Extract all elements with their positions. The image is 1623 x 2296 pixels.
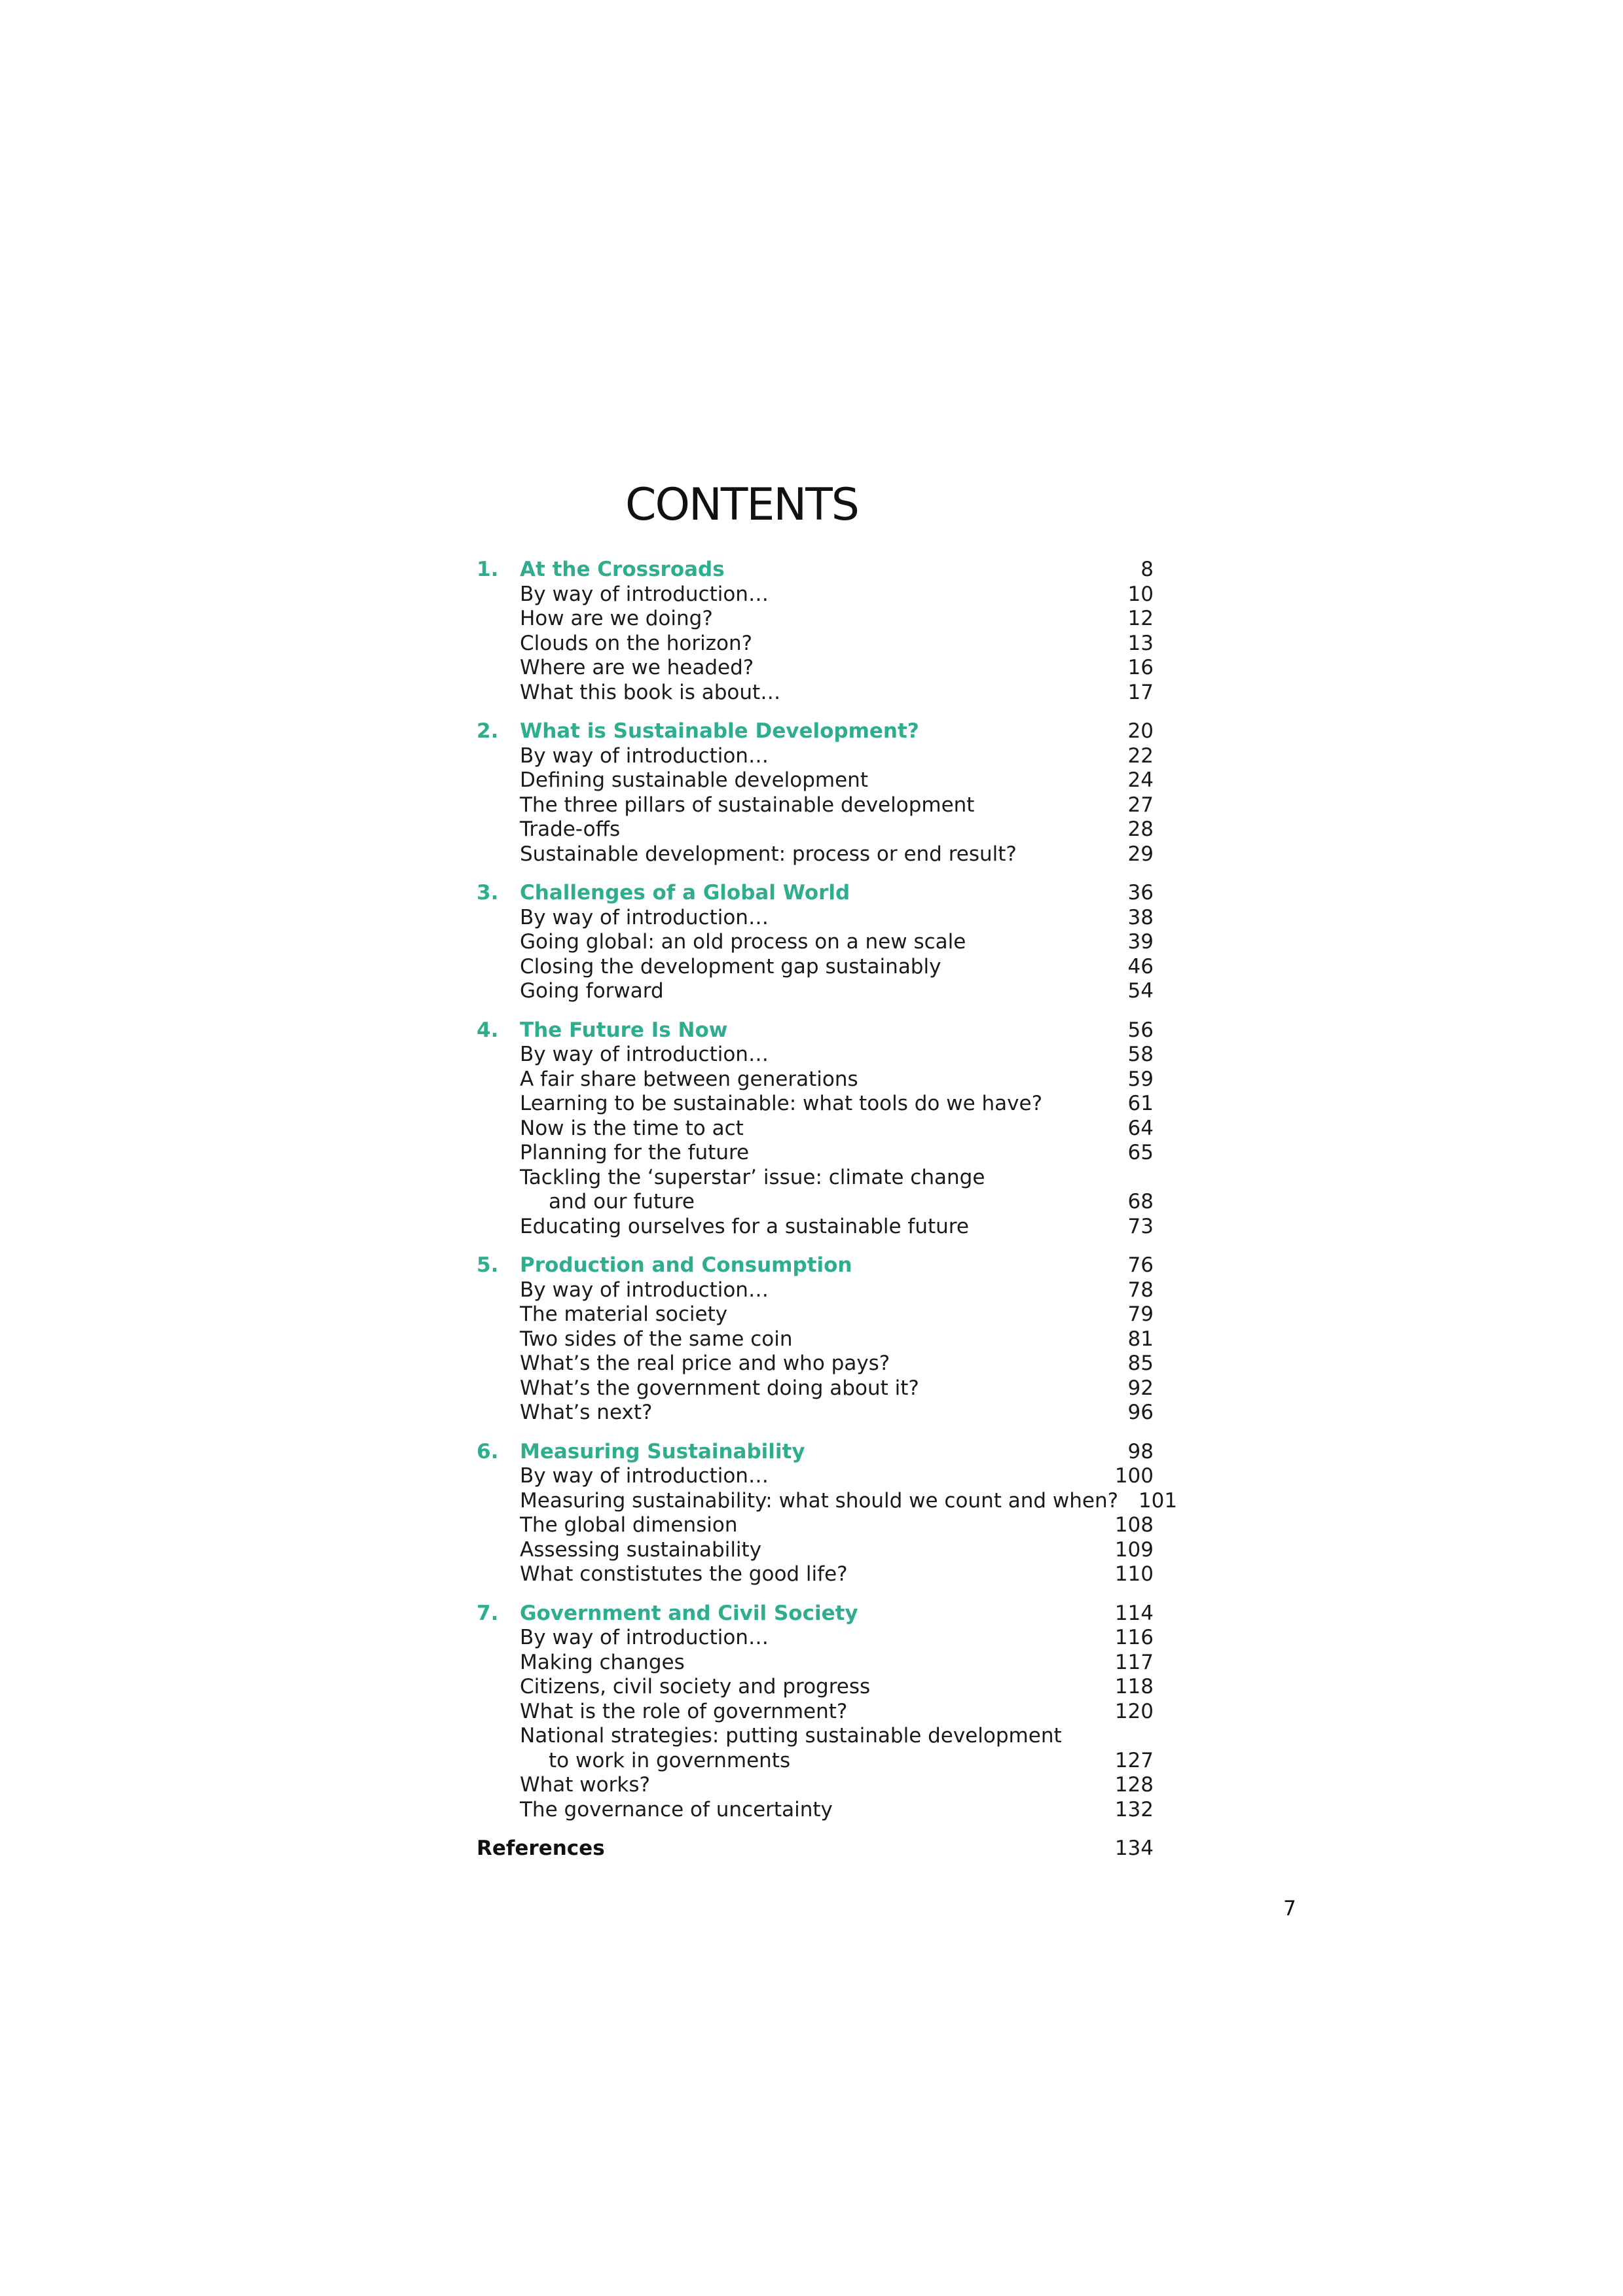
chapter-number: 4. (477, 1018, 499, 1042)
entry-page: 110 (1114, 1562, 1154, 1586)
chapter-title: Challenges of a Global World (520, 881, 850, 905)
entry-page: 73 (1127, 1214, 1154, 1238)
chapter-section (477, 1018, 1154, 1240)
entry-page: 27 (1127, 793, 1154, 817)
toc-entry[interactable] (477, 1724, 1154, 1749)
chapter-title: At the Crossroads (520, 558, 725, 581)
entry-title: By way of introduction… (520, 1626, 769, 1649)
toc-entry[interactable] (477, 656, 1154, 681)
toc-entry[interactable] (477, 1749, 1154, 1774)
entry-page: 28 (1127, 817, 1154, 841)
entry-page: 61 (1127, 1092, 1154, 1115)
chapter-number: 7. (477, 1601, 499, 1625)
chapter-section (477, 1602, 1154, 1823)
entry-title: and our future (549, 1190, 695, 1213)
entry-title: The global dimension (520, 1513, 738, 1537)
page-title: CONTENTS (625, 479, 858, 531)
toc-entry[interactable] (477, 1190, 1154, 1215)
chapter-title: Production and Consumption (520, 1253, 852, 1277)
references-entry[interactable] (477, 1837, 1154, 1861)
entry-title: Two sides of the same coin (520, 1327, 793, 1351)
entry-page: 127 (1114, 1748, 1154, 1772)
entry-page: 118 (1114, 1675, 1154, 1698)
entry-page: 92 (1127, 1376, 1154, 1400)
entry-title: What works? (520, 1773, 650, 1797)
chapter-section (477, 558, 1154, 705)
toc-entry[interactable] (477, 1043, 1154, 1067)
toc-entry[interactable] (477, 817, 1154, 842)
toc-entry[interactable] (477, 1700, 1154, 1725)
chapter-section (477, 719, 1154, 867)
toc-entry[interactable] (477, 1798, 1154, 1823)
entry-page: 79 (1127, 1302, 1154, 1326)
entry-title: By way of introduction… (520, 1464, 769, 1488)
entry-page: 64 (1127, 1116, 1154, 1140)
entry-title: What this book is about… (520, 680, 781, 704)
toc-entry[interactable] (477, 793, 1154, 818)
references-page: 134 (1114, 1837, 1154, 1860)
entry-page: 120 (1114, 1699, 1154, 1723)
entry-page: 16 (1127, 656, 1154, 679)
entry-page: 38 (1127, 905, 1154, 929)
entry-page: 46 (1127, 954, 1154, 978)
chapter-heading[interactable] (477, 719, 1154, 744)
entry-title: Making changes (520, 1650, 685, 1674)
entry-page: 109 (1114, 1537, 1154, 1562)
entry-title: What constistutes the good life? (520, 1562, 848, 1586)
entry-page: 68 (1127, 1190, 1154, 1213)
toc-entry[interactable] (477, 1513, 1154, 1538)
chapter-number: 3. (477, 881, 499, 905)
chapter-page: 98 (1127, 1439, 1154, 1463)
chapter-page: 20 (1127, 719, 1154, 743)
entry-page: 78 (1127, 1278, 1154, 1302)
entry-title: Closing the development gap sustainably (520, 954, 941, 978)
entry-page: 65 (1127, 1141, 1154, 1164)
entry-page: 10 (1127, 582, 1154, 606)
entry-title: Trade-offs (520, 817, 621, 841)
table-of-contents (477, 558, 1178, 1861)
chapter-title: Government and Civil Society (520, 1601, 858, 1625)
toc-entry[interactable] (477, 1464, 1154, 1489)
toc-entry[interactable] (477, 583, 1154, 607)
chapter-page: 114 (1114, 1601, 1154, 1625)
toc-entry[interactable] (477, 632, 1154, 656)
toc-entry[interactable] (477, 681, 1154, 706)
chapter-page: 76 (1127, 1253, 1154, 1277)
entry-title: Defining sustainable development (520, 768, 868, 792)
chapter-heading[interactable] (477, 1018, 1154, 1043)
entry-title: The material society (520, 1302, 728, 1326)
chapter-heading[interactable] (477, 1440, 1154, 1465)
entry-title: Where are we headed? (520, 656, 754, 679)
entry-title: By way of introduction… (520, 1278, 769, 1302)
toc-entry[interactable] (477, 1117, 1154, 1141)
chapter-number: 2. (477, 719, 499, 743)
toc-entry[interactable] (477, 1092, 1154, 1117)
entry-page: 117 (1114, 1650, 1154, 1674)
entry-title: The three pillars of sustainable development (520, 793, 975, 817)
entry-page: 59 (1127, 1067, 1154, 1091)
entry-title: A fair share between generations (520, 1067, 858, 1091)
entry-page: 12 (1127, 607, 1154, 630)
toc-entry[interactable] (477, 1488, 1178, 1514)
entry-title: Measuring sustainability: what should we count and when? (520, 1488, 1119, 1513)
entry-title: By way of introduction… (520, 744, 769, 768)
page-number: 7 (1283, 1897, 1296, 1920)
entry-page: 132 (1114, 1797, 1154, 1821)
entry-page: 128 (1114, 1773, 1154, 1797)
chapter-title: The Future Is Now (520, 1018, 728, 1042)
entry-page: 58 (1127, 1043, 1154, 1066)
toc-entry[interactable] (477, 1352, 1154, 1376)
entry-title: Planning for the future (520, 1141, 750, 1164)
toc-entry[interactable] (477, 1401, 1154, 1426)
entry-title: Now is the time to act (520, 1116, 744, 1140)
entry-title: How are we doing? (520, 607, 713, 630)
toc-entry[interactable] (477, 1215, 1154, 1240)
toc-entry[interactable] (477, 1376, 1154, 1401)
entry-page: 54 (1127, 979, 1154, 1003)
toc-entry[interactable] (477, 930, 1154, 955)
toc-entry[interactable] (477, 1626, 1154, 1651)
toc-entry[interactable] (477, 1302, 1154, 1327)
toc-entry[interactable] (477, 1166, 1154, 1191)
toc-entry[interactable] (477, 1327, 1154, 1352)
toc-entry[interactable] (477, 768, 1154, 793)
entry-title: Clouds on the horizon? (520, 631, 753, 655)
entry-title: Learning to be sustainable: what tools do we have? (520, 1092, 1043, 1115)
entry-page: 85 (1127, 1352, 1154, 1375)
entry-page: 39 (1127, 930, 1154, 954)
entry-page: 101 (1138, 1488, 1178, 1513)
entry-page: 13 (1127, 631, 1154, 655)
references-title: References (477, 1837, 605, 1860)
toc-entry[interactable] (477, 1141, 1154, 1166)
entry-title: Going forward (520, 979, 664, 1003)
entry-title: Assessing sustainability (520, 1537, 762, 1562)
entry-title: to work in governments (549, 1748, 791, 1772)
toc-entry[interactable] (477, 1067, 1154, 1092)
chapter-number: 6. (477, 1439, 499, 1463)
chapter-section (477, 1253, 1154, 1426)
entry-page: 22 (1127, 744, 1154, 768)
chapter-number: 1. (477, 558, 499, 581)
entry-page: 116 (1114, 1626, 1154, 1649)
chapter-heading[interactable] (477, 1602, 1154, 1626)
toc-entry[interactable] (477, 1773, 1154, 1798)
entry-title: The governance of uncertainty (520, 1797, 833, 1821)
entry-title: What’s the real price and who pays? (520, 1352, 890, 1375)
entry-title: Going global: an old process on a new scale (520, 930, 966, 954)
toc-entry[interactable] (477, 1538, 1154, 1563)
entry-title: What’s next? (520, 1401, 653, 1424)
entry-page: 29 (1127, 842, 1154, 866)
toc-entry[interactable] (477, 1278, 1154, 1303)
entry-page: 100 (1114, 1464, 1154, 1488)
chapter-heading[interactable] (477, 1253, 1154, 1278)
entry-title: National strategies: putting sustainable development (520, 1724, 1062, 1748)
entry-page: 24 (1127, 768, 1154, 792)
chapter-page: 56 (1127, 1018, 1154, 1042)
chapter-title: What is Sustainable Development? (520, 719, 919, 743)
entry-title: Tackling the ‘superstar’ issue: climate change (520, 1165, 985, 1189)
toc-entry[interactable] (477, 906, 1154, 931)
chapter-section (477, 1439, 1178, 1587)
toc-entry[interactable] (477, 1562, 1154, 1587)
chapter-section (477, 881, 1154, 1004)
entry-title: Sustainable development: process or end result? (520, 842, 1017, 866)
entry-page: 108 (1114, 1513, 1154, 1537)
toc-entry[interactable] (477, 1651, 1154, 1676)
chapter-title: Measuring Sustainability (520, 1439, 805, 1463)
toc-entry[interactable] (477, 1675, 1154, 1700)
chapter-number: 5. (477, 1253, 499, 1277)
entry-title: What is the role of government? (520, 1699, 848, 1723)
entry-title: What’s the government doing about it? (520, 1376, 919, 1400)
chapter-heading[interactable] (477, 881, 1154, 906)
toc-entry[interactable] (477, 842, 1154, 867)
entry-title: By way of introduction… (520, 905, 769, 929)
chapter-page: 36 (1127, 881, 1154, 905)
toc-entry[interactable] (477, 979, 1154, 1004)
entry-title: Educating ourselves for a sustainable future (520, 1214, 969, 1238)
entry-title: Citizens, civil society and progress (520, 1675, 871, 1698)
chapter-page: 8 (1140, 558, 1154, 581)
toc-entry[interactable] (477, 607, 1154, 632)
entry-title: By way of introduction… (520, 1043, 769, 1066)
toc-entry[interactable] (477, 744, 1154, 769)
entry-title: By way of introduction… (520, 582, 769, 606)
entry-page: 81 (1127, 1327, 1154, 1351)
entry-page: 96 (1127, 1401, 1154, 1424)
toc-entry[interactable] (477, 955, 1154, 980)
entry-page: 17 (1127, 680, 1154, 704)
chapter-heading[interactable] (477, 558, 1154, 583)
